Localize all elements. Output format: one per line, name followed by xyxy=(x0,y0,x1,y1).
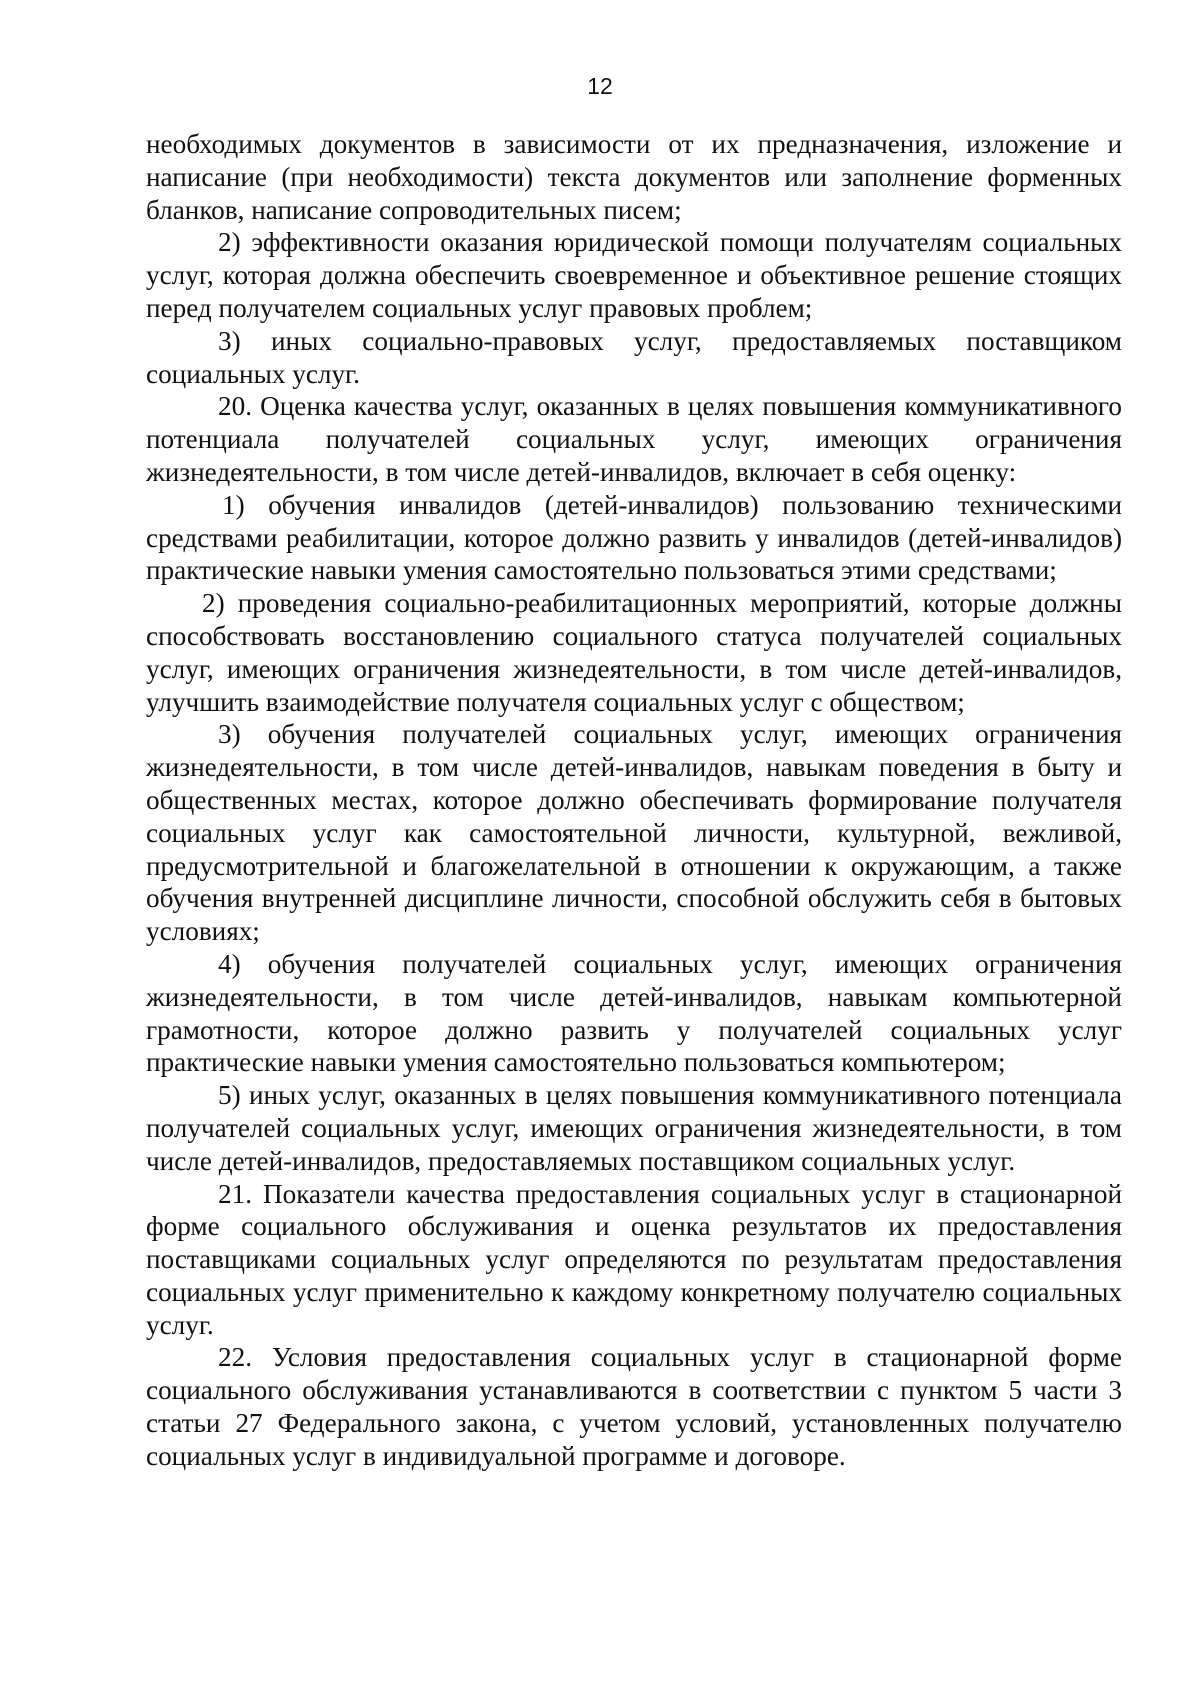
document-body xyxy=(146,128,1122,1473)
paragraph-item-5: 5) иных услуг, оказанных в целях повышения коммуникативного потенциала получателей социальных услуг, имеющих ограничения жизнедеятельности, в том числе детей-инвалидов, предоставляемых поставщиком социальных услуг. xyxy=(146,1080,1122,1176)
paragraph-item-2: 2) проведения социально-реабилитационных мероприятий, которые должны способствовать восстановлению социального статуса получателей социальных услуг, имеющих ограничения жизнедеятельности, в том числе детей-инвалидов, улучшить взаимодействие получателя социальных услуг с обществом; xyxy=(146,588,1122,717)
page-number: 12 xyxy=(587,73,613,99)
paragraph-item-3: 3) иных социально-правовых услуг, предоставляемых поставщиком социальных услуг. xyxy=(146,325,1122,389)
paragraph-item-2: 2) эффективности оказания юридической помощи получателям социальных услуг, которая должна обеспечить своевременное и объективное решение стоящих перед получателем социальных услуг правовых проблем; xyxy=(146,227,1122,323)
paragraph-item-1: 1) обучения инвалидов (детей-инвалидов) пользованию техническими средствами реабилитации, которое должно развить у инвалидов (детей-инвалидов) практические навыки умения самостоятельно пользоваться этими средствами; xyxy=(146,489,1122,586)
paragraph-item-4: 4) обучения получателей социальных услуг, имеющих ограничения жизнедеятельности, в том числе детей-инвалидов, навыкам компьютерной грамотности, которое должно развить у получателей социальных услуг практические навыки умения самостоятельно пользоваться компьютером; xyxy=(146,948,1122,1078)
paragraph-item-3: 3) обучения получателей социальных услуг, имеющих ограничения жизнедеятельности, в том числе детей-инвалидов, навыкам поведения в быту и общественных местах, которое должно обеспечивать формирование получателя социальных услуг как самостоятельной личности, культурной, вежливой, предусмотрительной и благожелательной в отношении к окружающим, а также обучения внутренней дисциплине личности, способной обслужить себя в бытовых условиях; xyxy=(146,719,1122,947)
paragraph-continuation: необходимых документов в зависимости от их предназначения, изложение и написание (при необходимости) текста документов или заполнение форменных бланков, написание сопроводительных писем; xyxy=(146,129,1122,225)
paragraph-section-21: 21. Показатели качества предоставления социальных услуг в стационарной форме социального обслуживания и оценка результатов их предоставления поставщиками социальных услуг определяются по результатам предоставления социальных услуг применительно к каждому конкретному получателю социальных услуг. xyxy=(146,1178,1122,1340)
paragraph-section-22: 22. Условия предоставления социальных услуг в стационарной форме социального обслуживания устанавливаются в соответствии с пунктом 5 части 3 статьи 27 Федерального закона, с учетом условий, установленных получателю социальных услуг в индивидуальной программе и договоре. xyxy=(146,1342,1122,1471)
paragraph-section-20: 20. Оценка качества услуг, оказанных в целях повышения коммуникативного потенциала получателей социальных услуг, имеющих ограничения жизнедеятельности, в том числе детей-инвалидов, включает в себя оценку: xyxy=(146,391,1122,487)
